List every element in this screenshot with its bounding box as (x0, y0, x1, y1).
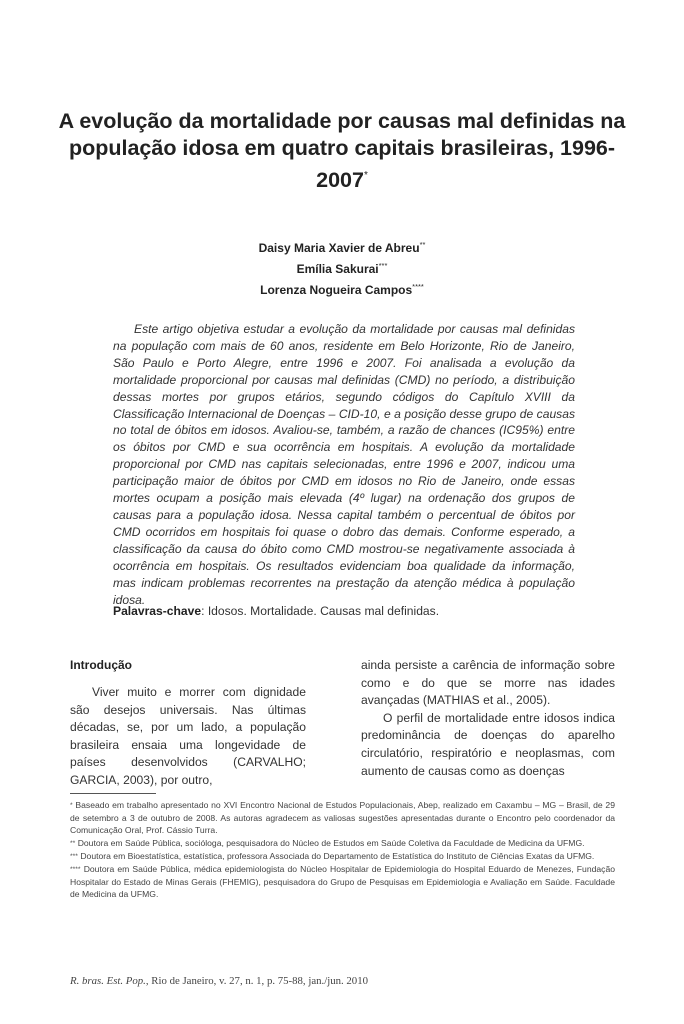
keywords-label: Palavras-chave (113, 604, 202, 618)
footnote (70, 799, 615, 837)
footnote (70, 850, 615, 863)
right-column (361, 657, 615, 780)
journal-name: R. bras. Est. Pop. (70, 975, 146, 987)
footnote-text: Baseado em trabalho apresentado no XVI Encontro Nacional de Estudos Populacionais, Abep, realizado em Caxambu – MG – Brasil, de 29 de setembro a 3 de outubro de 2008. As autoras agradecem as valiosas sugestões apresentadas durante o Encontro pelo coordenador da Comunicação Oral, Prof. Cássio Turra. (70, 800, 615, 836)
body-paragraph: Viver muito e morrer com dignidade são desejos universais. Nas últimas décadas, se, por um lado, a população brasileira ensaia uma longevidade de países desenvolvidos (CARVALHO; GARCIA, 2003), por outro, (70, 685, 306, 787)
footnote-marker: *** (70, 852, 78, 860)
keywords-text: : Idosos. Mortalidade. Causas mal definidas. (201, 604, 440, 618)
abstract: Este artigo objetiva estudar a evolução da mortalidade por causas mal definidas na população com mais de 60 anos, residente em Belo Horizonte, Rio de Janeiro, São Paulo e Porto Alegre, entre 1996 e 2007. Foi analisada a evolução da mortalidade proporcional por causas mal definidas (CMD) no período, a distribuição dessas mortes por grupos etários, segundo códigos do Capítulo XVIII da Classificação Internacional de Doenças – CID-10, e a posição desse grupo de causas no total de óbitos em idosos. Avaliou-se, também, a razão de chances (IC95%) entre os óbitos por CMD e sua ocorrência em hospitais. A evolução da mortalidade proporcional por CMD nas capitais selecionadas, entre 1996 e 2007, indicou uma participação maior de óbitos por CMD em idosos no Rio de Janeiro, onde essas mortes ocupam a posição mais elevada (4º lugar) na ordenação dos grupos de causas para a população idosa. Nessa capital também o percentual de óbitos por CMD ocorridos em hospitais foi quase o dobro das demais. Conforme esperado, a classificação da causa do óbito como CMD mostrou-se negativamente associada à ocorrência em hospitais. Os resultados evidenciam boa qualidade da informação, mas indicam problemas recorrentes na prestação da atenção médica à população idosa. (113, 322, 575, 607)
title-footnote-marker: * (363, 170, 368, 181)
author-name: Lorenza Nogueira Campos (260, 283, 413, 297)
footnote (70, 863, 615, 901)
footnote-text: Doutora em Bioestatística, estatística, professora Associada do Departamento de Estatística do Instituto de Ciências Exatas da UFMG. (80, 850, 595, 861)
page-footer-citation (70, 975, 470, 987)
keywords (113, 603, 583, 619)
author-2 (150, 257, 534, 278)
author-3 (150, 278, 534, 299)
author-marker: *** (378, 261, 388, 270)
footnote-divider (70, 793, 156, 794)
citation-details: , Rio de Janeiro, v. 27, n. 1, p. 75-88, jan./jun. 2010 (145, 975, 369, 987)
body-paragraph: O perfil de mortalidade entre idosos indica predominância de doenças do aparelho circulatório, respiratório e neoplasmas, com aumento de causas como as doenças (361, 710, 615, 778)
footnote (70, 837, 615, 850)
footnote-marker: * (70, 802, 73, 809)
left-column (70, 657, 306, 790)
author-marker: **** (412, 282, 424, 291)
footnote-marker: ** (70, 839, 76, 847)
author-1 (150, 236, 534, 257)
footnote-text: Doutora em Saúde Pública, médica epidemiologista do Núcleo Hospitalar de Epidemiologia do Hospital Eduardo de Menezes, Fundação Hospitalar do Estado de Minas Gerais (FHEMIG), pesquisadora do Grupo de Pesquisas em Epidemiologia e Avaliação em Saúde. Faculdade de Medicina da UFMG. (70, 864, 616, 900)
footnote-marker: **** (70, 866, 81, 874)
author-list (150, 236, 534, 299)
author-name: Daisy Maria Xavier de Abreu (258, 241, 420, 255)
author-name: Emília Sakurai (296, 262, 379, 276)
article-title (50, 108, 634, 194)
footnotes (70, 799, 615, 901)
article-title-text: A evolução da mortalidade por causas mal definidas na população idosa em quatro capitais brasileiras, 1996-2007 (58, 109, 626, 192)
section-heading-introduction: Introdução (70, 658, 132, 672)
footnote-text: Doutora em Saúde Pública, socióloga, pesquisadora do Núcleo de Estudos em Saúde Coletiva da Faculdade de Medicina da UFMG. (77, 837, 585, 848)
author-marker: ** (419, 240, 426, 249)
body-paragraph: ainda persiste a carência de informação sobre como e do que se morre nas idades avançadas (MATHIAS et al., 2005). (361, 658, 615, 708)
